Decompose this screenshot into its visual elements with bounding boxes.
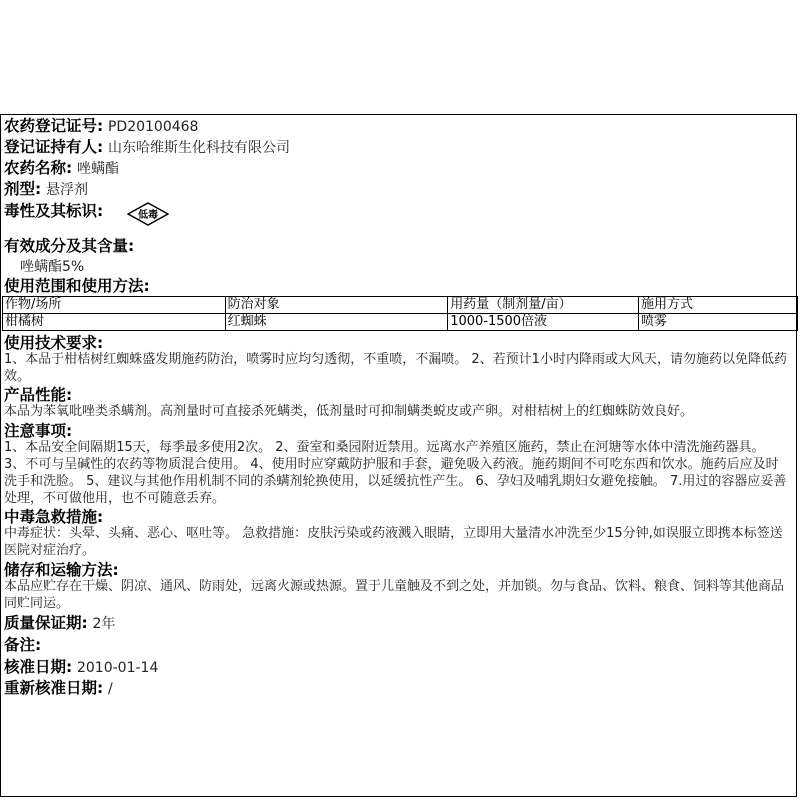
usage-cell-crop: 柑橘树	[3, 314, 226, 331]
usage-table	[2, 296, 798, 331]
product-performance-title: 产品性能:	[4, 386, 73, 404]
formulation-value: 悬浮剂	[45, 182, 88, 198]
usage-header-dosage: 用药量（制剂量/亩）	[448, 297, 639, 314]
approval-date-value: 2010-01-14	[76, 660, 159, 676]
registration-number-row	[4, 116, 198, 137]
approval-date-row	[4, 657, 158, 678]
usage-header-method: 施用方式	[638, 297, 797, 314]
warranty-row	[4, 613, 115, 634]
storage-text: 本品应贮存在干燥、阴凉、通风、防雨处，远离火源或热源。置于儿童触及不到之处，并加锁。勿与食品、饮料、粮食、饲料等其他商品同贮同运。	[4, 579, 785, 611]
usage-title: 使用范围和使用方法:	[4, 277, 150, 295]
product-performance-text: 本品为苯氧吡唑类杀螨剂。高剂量时可直接杀死螨类，低剂量时可抑制螨类蜕皮或产卵。对柑桔树上的红蜘蛛防效良好。	[4, 404, 694, 419]
toxicity-badge-text: 低毒	[138, 210, 158, 221]
usage-cell-target: 红蜘蛛	[225, 314, 448, 331]
remarks-row	[4, 635, 41, 655]
pesticide-name-label: 农药名称:	[4, 159, 73, 177]
warranty-value: 2年	[92, 616, 116, 632]
usage-header-crop: 作物/场所	[3, 297, 226, 314]
storage-title: 储存和运输方法:	[4, 561, 119, 579]
usage-table-header-row	[3, 297, 798, 314]
formulation-label: 剂型:	[4, 180, 42, 198]
usage-cell-method: 喷雾	[638, 314, 797, 331]
holder-row	[4, 137, 290, 158]
pesticide-name-value: 唑螨酯	[76, 161, 119, 177]
usage-cell-dosage: 1000-1500倍液	[448, 314, 639, 331]
warranty-label: 质量保证期:	[4, 614, 88, 632]
approval-date-label: 核准日期:	[4, 658, 73, 676]
tech-requirements-title: 使用技术要求:	[4, 334, 104, 352]
holder-value: 山东哈维斯生化科技有限公司	[107, 140, 290, 156]
ingredient-row	[4, 236, 134, 256]
ingredient-value: 唑螨酯5%	[20, 259, 85, 275]
first-aid-text: 中毒症状：头晕、头痛、恶心、呕吐等。 急救措施：皮肤污染或药液溅入眼睛，立即用大量清水冲洗至少15分钟,如误服立即携本标签送医院对症治疗。	[4, 526, 783, 558]
registration-number-label: 农药登记证号:	[4, 117, 104, 135]
pesticide-label-document	[0, 114, 797, 797]
tech-requirements-text: 1、本品于柑桔树红蜘蛛盛发期施药防治，喷雾时应均匀透彻，不重喷，不漏喷。 2、若预计1小时内降雨或大风天，请勿施药以免降低药效。	[4, 352, 787, 384]
registration-number-value: PD20100468	[107, 119, 199, 135]
toxicity-label: 毒性及其标识:	[4, 202, 104, 220]
ingredient-value-row	[20, 256, 84, 277]
remarks-label: 备注:	[4, 636, 42, 654]
toxicity-row	[4, 201, 103, 221]
table-row	[3, 314, 798, 331]
first-aid-title: 中毒急救措施:	[4, 508, 104, 526]
pesticide-name-row	[4, 158, 119, 179]
holder-label: 登记证持有人:	[4, 138, 104, 156]
reapproval-date-row	[4, 678, 113, 699]
ingredient-label: 有效成分及其含量:	[4, 237, 135, 255]
precautions-text: 1、本品安全间隔期15天，每季最多使用2次。 2、蚕室和桑园附近禁用。远离水产养殖区施药，禁止在河塘等水体中清洗施药器具。 3、不可与呈碱性的农药等物质混合使用。 4、使用时应穿戴防护服和手套，避免吸入药液。施药期间不可吃东西和饮水。施药后应及时洗手和洗脸。 5、建议与其他作用机制不同的杀螨剂轮换使用，以延缓抗性产生。 6、孕妇及哺乳期妇女避免接触。 7.用过的容器应妥善处理，不可做他用，也不可随意丢弃。	[4, 440, 787, 506]
low-toxicity-diamond-icon	[127, 202, 169, 226]
reapproval-date-label: 重新核准日期:	[4, 679, 104, 697]
usage-header-target: 防治对象	[225, 297, 448, 314]
reapproval-date-value: /	[107, 681, 113, 697]
precautions-title: 注意事项:	[4, 422, 73, 440]
formulation-row	[4, 179, 88, 200]
